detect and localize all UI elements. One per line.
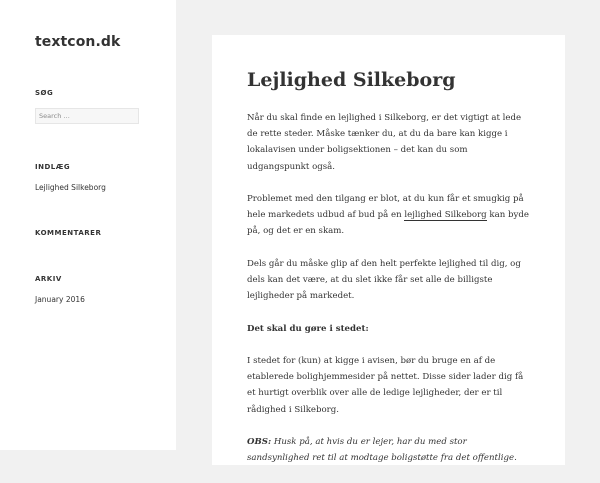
article-title: Lejlighed Silkeborg	[247, 69, 456, 91]
paragraph-3: Dels går du måske glip af den helt perfekte lejlighed til dig, og dels kan det være, at du slet ikke får set alle de billigste lejligheder på markedet.	[247, 258, 521, 302]
comments-widget-title: KOMMENTARER	[35, 229, 102, 237]
obs-text: Husk på, at hvis du er lejer, har du med stor sandsynlighed ret til at modtage boligstøtte fra det offentlige.	[247, 436, 517, 464]
paragraph-1: Når du skal finde en lejlighed i Silkeborg, er det vigtigt at lede de rette steder. Måske tænker du, at du da bare kan kigge i lokalavisen under boligsektionen – det kan du som udgangspunkt også.	[247, 113, 522, 172]
search-widget-title: SØG	[35, 89, 54, 97]
paragraph-2-end: kan byde på, og det er en skam.	[247, 210, 529, 237]
site-title-link[interactable]: textcon.dk	[35, 34, 121, 50]
section-heading: Det skal du gøre i stedet:	[247, 323, 369, 334]
article-card	[212, 35, 565, 465]
paragraph-5: I stedet for (kun) at kigge i avisen, bør du bruge en af de etablerede bolighjemmesider på nettet. Disse sider lader dig få et hurtigt overblik over alle de ledige lejligheder, der er til rådighed i Silkeborg.	[247, 355, 524, 415]
obs-label: OBS:	[247, 436, 272, 447]
paragraph-2	[247, 191, 529, 240]
archive-link-january-2016[interactable]: January 2016	[35, 295, 85, 304]
posts-widget-title: INDLÆG	[35, 163, 71, 171]
paragraph-6	[247, 434, 529, 466]
article-content	[247, 110, 529, 483]
archive-widget-title: ARKIV	[35, 275, 62, 283]
post-link-lejlighed-silkeborg[interactable]: Lejlighed Silkeborg	[35, 183, 106, 192]
paragraph-2-start: Problemet med den tilgang er blot, at du kun får et smugkig på hele markedets udbud af bud på en	[247, 194, 524, 221]
lejlighed-silkeborg-link[interactable]: lejlighed Silkeborg	[404, 210, 487, 221]
sidebar	[0, 0, 176, 450]
search-input[interactable]	[35, 108, 139, 124]
